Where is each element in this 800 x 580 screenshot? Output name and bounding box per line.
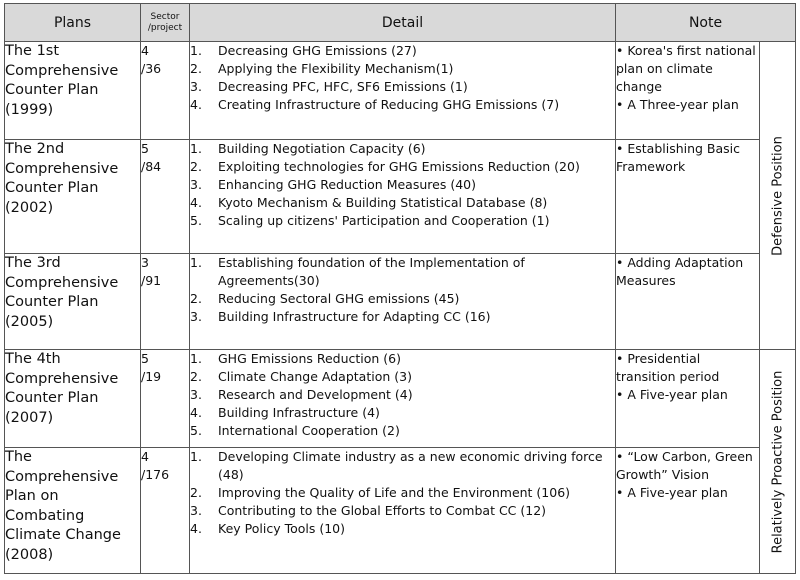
detail-item: 3. Research and Development (4) <box>190 387 413 402</box>
project-value: /84 <box>141 159 162 174</box>
sector-count <box>141 140 190 254</box>
detail-item: 1. Decreasing GHG Emissions (27) <box>190 43 417 58</box>
header-sector: Sector /project <box>141 4 190 42</box>
detail-item: 1. Building Negotiation Capacity (6) <box>190 141 426 156</box>
note-item: • A Five-year plan <box>616 485 728 500</box>
detail-item: 5. International Cooperation (2) <box>190 423 400 438</box>
detail-item: 3. Decreasing PFC, HFC, SF6 Emissions (1) <box>190 79 468 94</box>
position-proactive <box>760 350 796 574</box>
table-row <box>5 254 796 350</box>
detail-item: 3. Enhancing GHG Reduction Measures (40) <box>190 177 476 192</box>
detail-item: 2. Applying the Flexibility Mechanism(1) <box>190 61 454 76</box>
note-cell <box>616 448 760 574</box>
note-cell <box>616 42 760 140</box>
table-row <box>5 42 796 140</box>
detail-item: 4. Key Policy Tools (10) <box>190 521 345 536</box>
sector-value: 4 <box>141 43 149 58</box>
detail-item: 1. GHG Emissions Reduction (6) <box>190 351 402 366</box>
note-cell <box>616 350 760 448</box>
project-value: /36 <box>141 61 162 76</box>
note-item: • Korea's first national plan on climate change <box>616 43 756 94</box>
note-item: • Presidential transition period <box>616 351 720 384</box>
detail-cell <box>190 448 616 574</box>
position-label: Defensive Position <box>770 135 785 256</box>
note-item: • A Five-year plan <box>616 387 728 402</box>
plan-name: The Comprehensive Plan on Combating Climate Change (2008) <box>5 448 141 574</box>
detail-item: 4. Creating Infrastructure of Reducing GHG Emissions (7) <box>190 97 560 112</box>
note-cell <box>616 140 760 254</box>
detail-item: 4. Building Infrastructure (4) <box>190 405 380 420</box>
plan-name: The 2nd Comprehensive Counter Plan (2002) <box>5 140 141 254</box>
project-value: /176 <box>141 467 170 482</box>
position-label: Relatively Proactive Position <box>770 370 785 553</box>
sector-value: 5 <box>141 141 149 156</box>
table-row <box>5 140 796 254</box>
detail-item: 2. Climate Change Adaptation (3) <box>190 369 412 384</box>
sector-count <box>141 350 190 448</box>
project-value: /19 <box>141 369 162 384</box>
sector-value: 5 <box>141 351 149 366</box>
detail-item: 5. Scaling up citizens' Participation and Cooperation (1) <box>190 213 550 228</box>
table-row <box>5 448 796 574</box>
detail-item: 2. Exploiting technologies for GHG Emissions Reduction (20) <box>190 159 580 174</box>
detail-item: 3. Building Infrastructure for Adapting CC (16) <box>190 309 491 324</box>
header-note: Note <box>616 4 796 42</box>
detail-item: 1. Developing Climate industry as a new economic driving force (48) <box>190 449 603 482</box>
detail-item: 4. Kyoto Mechanism & Building Statistical Database (8) <box>190 195 548 210</box>
header-detail: Detail <box>190 4 616 42</box>
plan-name: The 4th Comprehensive Counter Plan (2007) <box>5 350 141 448</box>
detail-item: 2. Improving the Quality of Life and the Environment (106) <box>190 485 571 500</box>
note-item: • Establishing Basic Framework <box>616 141 741 174</box>
sector-count <box>141 448 190 574</box>
detail-item: 3. Contributing to the Global Efforts to Combat CC (12) <box>190 503 547 518</box>
project-value: /91 <box>141 273 162 288</box>
note-item: • Adding Adaptation Measures <box>616 255 744 288</box>
detail-cell <box>190 350 616 448</box>
note-item: • “Low Carbon, Green Growth” Vision <box>616 449 753 482</box>
detail-cell <box>190 42 616 140</box>
sector-count <box>141 42 190 140</box>
table-row <box>5 350 796 448</box>
plan-name: The 3rd Comprehensive Counter Plan (2005) <box>5 254 141 350</box>
note-cell <box>616 254 760 350</box>
header-plans: Plans <box>5 4 141 42</box>
plan-name: The 1st Comprehensive Counter Plan (1999) <box>5 42 141 140</box>
sector-value: 3 <box>141 255 149 270</box>
position-defensive <box>760 42 796 350</box>
detail-item: 2. Reducing Sectoral GHG emissions (45) <box>190 291 460 306</box>
climate-plans-table <box>4 3 796 574</box>
sector-value: 4 <box>141 449 149 464</box>
note-item: • A Three-year plan <box>616 97 739 112</box>
detail-cell <box>190 254 616 350</box>
detail-item: 1. Establishing foundation of the Implementation of Agreements(30) <box>190 255 525 288</box>
header-row <box>5 4 796 42</box>
detail-cell <box>190 140 616 254</box>
sector-count <box>141 254 190 350</box>
